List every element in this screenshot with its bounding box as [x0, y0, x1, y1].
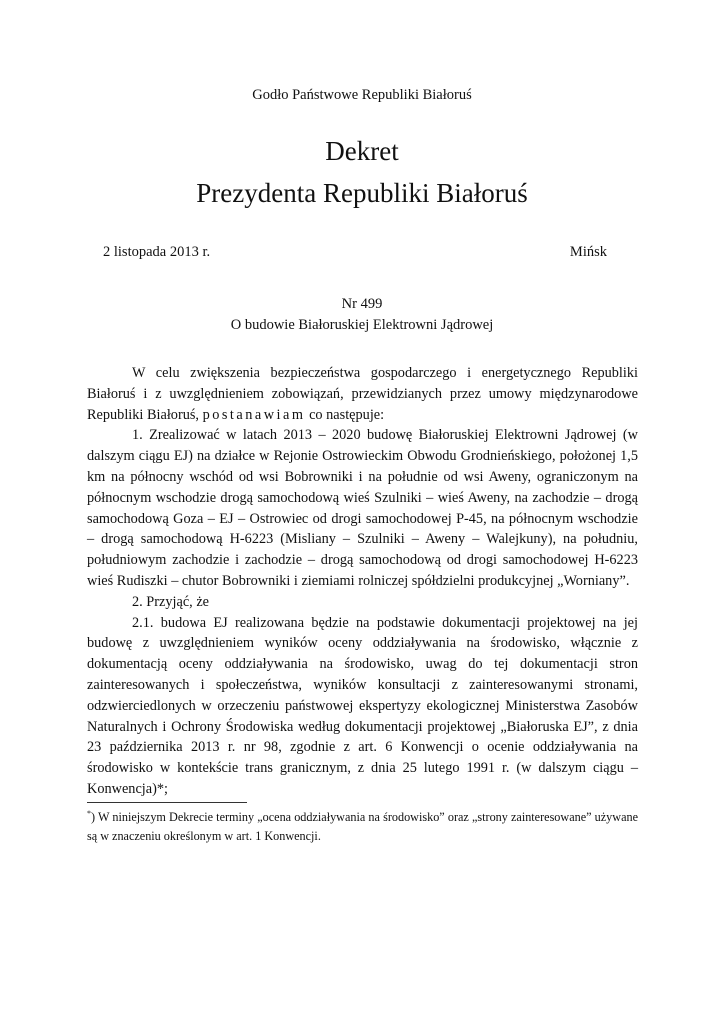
paragraph-2: 2. Przyjąć, że	[132, 593, 210, 610]
document-issuer: Prezydenta Republiki Białoruś	[196, 178, 528, 208]
paragraph-1: 1. Zrealizować w latach 2013 – 2020 budowę Białoruskiej Elektrowni Jądrowej (w dalszym ciągu EJ) na działce w Rejonie Ostrowieckim Obwodu Grodnieńskiego, położonej 1,5 km na północny wschód od wsi Bobrowniki i na południe od wsi Aweny, ograniczonym na północnym wschodzie drogą samochodową wieś Szulniki – wieś Aweny, na zachodzie – drogą samochodową Goza – EJ – Ostrowiec od drogi samochodowej P-45, na północnym wschodzie – drogą samochodową H-6223 (Misliany – Szulniki – Aweny – Walejkuny), na południu, południowym zachodzie i zachodzie – drogą samochodową od drogi samochodowej H-6223 wieś Rudiszki – chutor Bobrowniki i ziemiami rolniczej spółdzielni produkcyjnej „Worniany”.	[87, 427, 638, 589]
paragraph-2-1: 2.1. budowa EJ realizowana będzie na podstawie dokumentacji projektowej na jej budowę z uwzględnieniem wyników oceny oddziaływania na środowisko, włącznie z dokumentacją oceny oddziaływania na środowisko, uwag do tej dokumentacji stron zainteresowanych i społeczeństwa, wyników konsultacji z zainteresowanymi stronami, odzwierciedlonych w orzeczeniu państwowej ekspertyzy ekologicznej Ministerstwa Zasobów Naturalnych i Ochrony Środowiska według dokumentacji projektowej „Białoruska EJ”, z dnia 23 października 2013 r. nr 98, zgodnie z art. 6 Konwencji o ocenie oddziaływania na środowisko w kontekście trans granicznym, z dnia 25 lutego 1991 r. (w dalszym ciągu – Konwencja)*;	[87, 614, 638, 797]
decree-body	[87, 363, 638, 800]
intro-text-end: co następuje:	[305, 406, 385, 423]
intro-paragraph	[87, 363, 638, 425]
footnote	[87, 805, 638, 845]
decree-place: Mińsk	[569, 244, 607, 260]
intro-text: W celu zwiększenia bezpieczeństwa gospodarczego i energetycznego Republiki Białoruś i z uwzględnieniem zobowiązań, przewidzianych przez umowy międzynarodowe Republiki Białoruś,	[87, 365, 638, 423]
document-title: Dekret	[325, 136, 399, 166]
emblem-caption: Godło Państwowe Republiki Białoruś	[252, 87, 472, 103]
operative-word: postanawiam	[202, 406, 306, 423]
decree-number: Nr 499	[341, 296, 383, 312]
footnote-text: ) W niniejszym Dekrecie terminy „ocena oddziaływania na środowisko” oraz „strony zainteresowane” używane są w znaczeniu określonym w art. 1 Konwencji.	[87, 810, 638, 843]
decree-subject: O budowie Białoruskiej Elektrowni Jądrowej	[230, 317, 494, 333]
footnote-separator	[87, 802, 247, 803]
footnote-marker: *	[87, 809, 91, 818]
decree-date: 2 listopada 2013 r.	[103, 244, 211, 260]
